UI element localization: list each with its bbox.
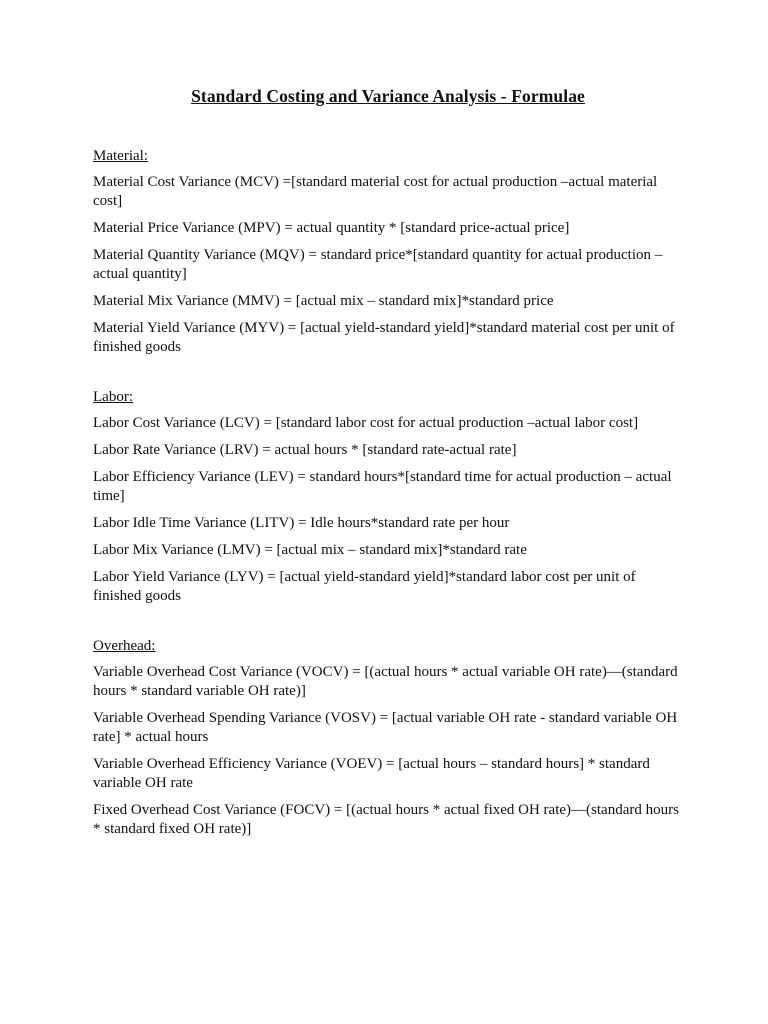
formula-lmv: Labor Mix Variance (LMV) = [actual mix – standard mix]*standard rate [93, 542, 527, 558]
formula-mcv: Material Cost Variance (MCV) =[standard material cost for actual production –actual material cost] [93, 174, 658, 209]
section-heading-labor: Labor: [93, 389, 133, 405]
section-labor [93, 388, 683, 606]
formula-litv: Labor Idle Time Variance (LITV) = Idle hours*standard rate per hour [93, 515, 510, 531]
formula-lyv: Labor Yield Variance (LYV) = [actual yield-standard yield]*standard labor cost per unit of finished goods [93, 569, 636, 604]
formula-myv: Material Yield Variance (MYV) = [actual yield-standard yield]*standard material cost per unit of finished goods [93, 320, 675, 355]
document-title: Standard Costing and Variance Analysis - Formulae [191, 86, 585, 106]
formula-vocv: Variable Overhead Cost Variance (VOCV) = [(actual hours * actual variable OH rate)—(standard hours * standard variable OH rate)] [93, 664, 678, 699]
formula-focv: Fixed Overhead Cost Variance (FOCV) = [(actual hours * actual fixed OH rate)—(standard hours * standard fixed OH rate)] [93, 802, 679, 837]
section-heading-overhead: Overhead: [93, 638, 156, 654]
section-material [93, 147, 683, 357]
section-heading-material: Material: [93, 148, 148, 164]
section-overhead [93, 637, 683, 839]
formula-lev: Labor Efficiency Variance (LEV) = standard hours*[standard time for actual production – actual time] [93, 469, 672, 504]
formula-mmv: Material Mix Variance (MMV) = [actual mix – standard mix]*standard price [93, 293, 554, 309]
formula-mqv: Material Quantity Variance (MQV) = standard price*[standard quantity for actual production – actual quantity] [93, 247, 663, 282]
formula-voev: Variable Overhead Efficiency Variance (VOEV) = [actual hours – standard hours] * standard variable OH rate [93, 756, 650, 791]
formula-lcv: Labor Cost Variance (LCV) = [standard labor cost for actual production –actual labor cost] [93, 415, 639, 431]
formula-lrv: Labor Rate Variance (LRV) = actual hours * [standard rate-actual rate] [93, 442, 517, 458]
formula-vosv: Variable Overhead Spending Variance (VOSV) = [actual variable OH rate - standard variable OH rate] * actual hours [93, 710, 678, 745]
document-page [93, 86, 683, 870]
formula-mpv: Material Price Variance (MPV) = actual quantity * [standard price-actual price] [93, 220, 570, 236]
